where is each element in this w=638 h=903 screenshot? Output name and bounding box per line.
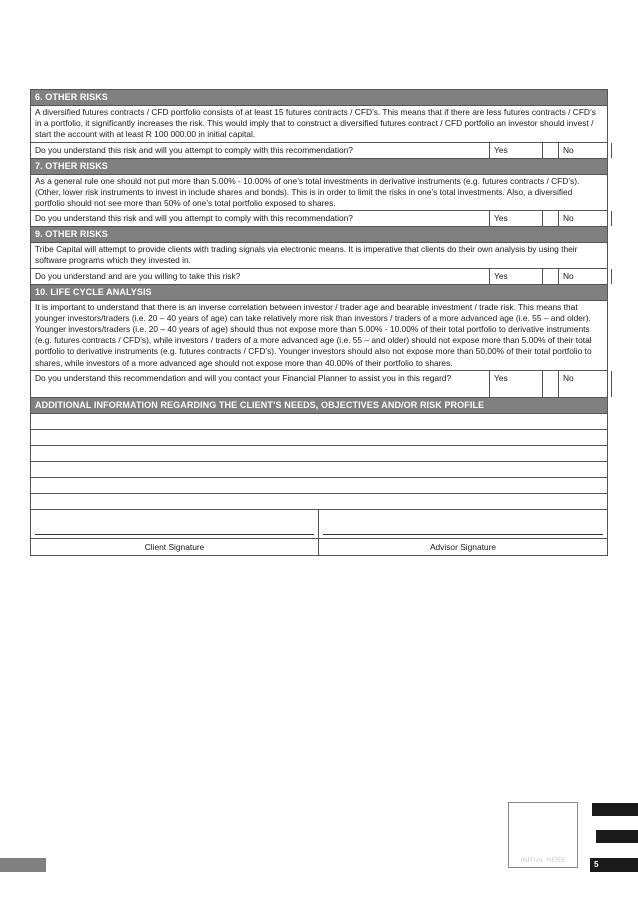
section-6-yes-checkbox[interactable] <box>543 143 559 158</box>
section-9-text: Tribe Capital will attempt to provide clients with trading signals via electronic means. It is imperative that clients do their own analysis by using their software programs which they invested in. <box>31 243 607 268</box>
section-9-question-row <box>31 269 607 285</box>
decorative-bar <box>596 830 638 843</box>
yes-label: Yes <box>490 371 543 397</box>
initial-here-box[interactable] <box>508 802 578 868</box>
additional-info-line[interactable] <box>31 446 607 462</box>
footer-grey-bar <box>0 858 46 872</box>
section-10-yes-checkbox[interactable] <box>543 371 559 397</box>
signature-area <box>31 510 607 539</box>
section-10-question: Do you understand this recommendation and will you contact your Financial Planner to assist you in this regard? <box>31 371 490 397</box>
decorative-bar <box>592 803 638 816</box>
no-label: No <box>559 269 612 284</box>
client-signature-field[interactable] <box>31 510 319 538</box>
signature-labels <box>31 539 607 556</box>
section-9-question: Do you understand and are you willing to take this risk? <box>31 269 490 284</box>
additional-info-line[interactable] <box>31 462 607 478</box>
advisor-signature-label: Advisor Signature <box>429 541 497 552</box>
section-7-question-row <box>31 211 607 227</box>
additional-info-line[interactable] <box>31 494 607 510</box>
additional-info-line[interactable] <box>31 414 607 430</box>
section-10-text: It is important to understand that there is an inverse correlation between investor / trader age and bearable investment / trade risk. This means that younger investors/traders (i.e. 20 – 40 years of age) can take relatively more risk than investors / traders of a more advanced age (i.e. 55 – and older). Younger investors/traders (i.e. 20 – 40 years of age) should thus not expose more than 5.00% - 10.00% of their total portfolio to derivative instruments (e.g. futures contracts / CFD’s), while investors / traders of a more advanced age (i.e. 55 – and older) should not expose more than 5.00% of their total portfolio to derivative instruments (e.g. futures contracts / CFD’s). Younger investors should also not expose more than 50.00% of their total portfolio to shares, while investors of a more advanced age should not expose more than 40.00% of their portfolio to shares. <box>31 301 607 371</box>
section-6-question: Do you understand this risk and will you attempt to comply with this recommendation? <box>31 143 490 158</box>
initial-here-label: INITIAL HERE <box>520 857 566 864</box>
signature-line <box>35 534 314 535</box>
no-label: No <box>559 211 612 226</box>
additional-info-header: ADDITIONAL INFORMATION REGARDING THE CLIENT’S NEEDS, OBJECTIVES AND/OR RISK PROFILE <box>31 398 607 414</box>
section-6-text: A diversified futures contracts / CFD portfolio consists of at least 15 futures contracts / CFD’s. This means that if there are less futures contracts / CFD’s in a portfolio, it significantly increases the risk. This would imply that to construct a diversified futures contract / CFD portfolio an investor should invest / start the account with at least R 100 000.00 in initial capital. <box>31 106 607 143</box>
page-number: 5 <box>590 858 638 872</box>
section-6-question-row <box>31 143 607 159</box>
additional-info-line[interactable] <box>31 478 607 494</box>
section-10-header: 10. LIFE CYCLE ANALYSIS <box>31 285 607 301</box>
no-label: No <box>559 371 612 397</box>
additional-info-line[interactable] <box>31 430 607 446</box>
section-10-question-row <box>31 371 607 398</box>
section-9-yes-checkbox[interactable] <box>543 269 559 284</box>
risk-form <box>30 89 608 556</box>
yes-label: Yes <box>490 211 543 226</box>
section-7-header: 7. OTHER RISKS <box>31 159 607 175</box>
section-9-header: 9. OTHER RISKS <box>31 227 607 243</box>
advisor-signature-field[interactable] <box>319 510 607 538</box>
section-6-header: 6. OTHER RISKS <box>31 90 607 106</box>
yes-label: Yes <box>490 269 543 284</box>
section-7-question: Do you understand this risk and will you attempt to comply with this recommendation? <box>31 211 490 226</box>
client-signature-label: Client Signature <box>31 539 319 555</box>
section-7-yes-checkbox[interactable] <box>543 211 559 226</box>
section-7-text: As a general rule one should not put more than 5.00% - 10.00% of one’s total investments in derivative instruments (e.g. futures contracts / CFD’s). (Other, lower risk instruments to invest in include shares and bonds). This is in order to limit the risks in one’s total investments. Also, a diversified portfolio should not see more than 50% of one’s total portfolio exposed to shares. <box>31 175 607 212</box>
signature-line <box>323 534 603 535</box>
no-label: No <box>559 143 612 158</box>
yes-label: Yes <box>490 143 543 158</box>
